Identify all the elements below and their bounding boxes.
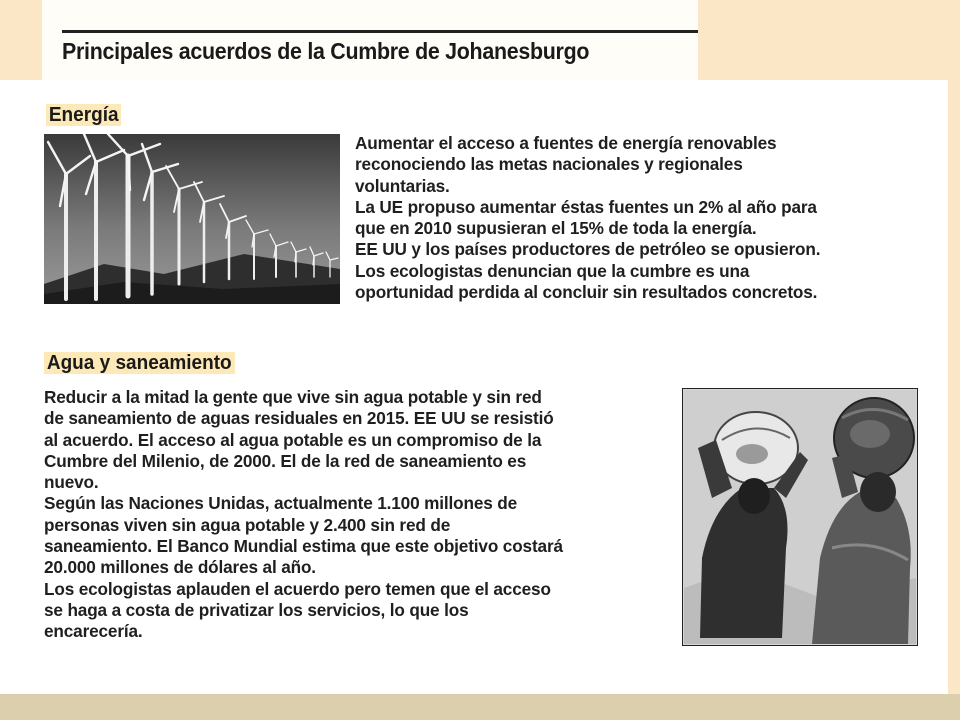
agua-line: al acuerdo. El acceso al agua potable es un compromiso de la [44, 429, 542, 450]
agua-line: Reducir a la mitad la gente que vive sin agua potable y sin red [44, 387, 542, 407]
agua-line: nuevo. [44, 472, 99, 493]
energia-line: Aumentar el acceso a fuentes de energía renovables [355, 133, 777, 153]
agua-line: se haga a costa de privatizar los servicios, lo que los [44, 599, 469, 620]
energia-line: Los ecologistas denuncian que la cumbre es una [355, 260, 750, 281]
section-title-energia: Energía [46, 104, 121, 127]
page-title: Principales acuerdos de la Cumbre de Johanesburgo [62, 38, 590, 64]
footer-band [0, 694, 960, 720]
agua-line: encarecería. [44, 621, 143, 642]
agua-line: personas viven sin agua potable y 2.400 sin red de [44, 514, 451, 535]
agua-line: Cumbre del Milenio, de 2000. El de la red de saneamiento es [44, 450, 527, 471]
energia-line: La UE propuso aumentar éstas fuentes un 2% al año para [355, 196, 817, 217]
agua-line: saneamiento. El Banco Mundial estima que este objetivo costará [44, 536, 563, 557]
energia-line: reconociendo las metas nacionales y regionales [355, 154, 743, 175]
agua-text [44, 387, 563, 643]
header-rule [62, 30, 698, 33]
wind-turbines-photo [44, 134, 340, 304]
energia-line: oportunidad perdida al concluir sin resultados concretos. [355, 282, 818, 303]
agua-line: Según las Naciones Unidas, actualmente 1.100 millones de [44, 493, 518, 514]
agua-line: 20.000 millones de dólares al año. [44, 557, 316, 578]
energia-line: EE UU y los países productores de petróleo se opusieron. [355, 239, 821, 260]
energia-line: voluntarias. [355, 175, 450, 196]
section-title-agua: Agua y saneamiento [44, 352, 234, 375]
energia-line: que en 2010 supusieran el 15% de toda la energía. [355, 218, 757, 239]
right-margin-strip [948, 80, 960, 694]
energia-text [355, 133, 820, 303]
agua-line: Los ecologistas aplauden el acuerdo pero temen que el acceso [44, 578, 551, 599]
women-carrying-water-jars-photo [682, 388, 918, 646]
agua-line: de saneamiento de aguas residuales en 2015. EE UU se resistió [44, 408, 554, 429]
